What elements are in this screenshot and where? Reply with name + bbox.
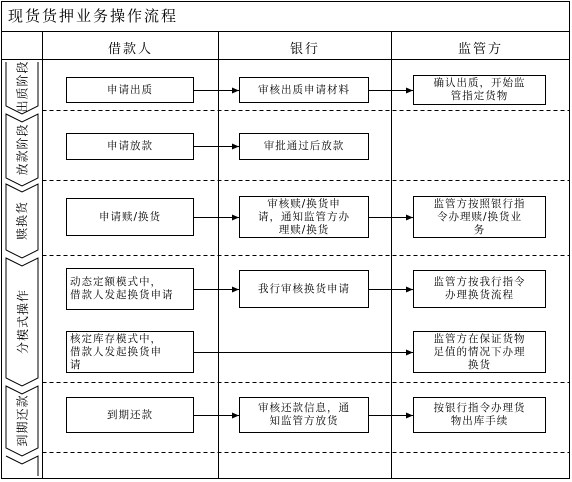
stage-shape: [6, 456, 38, 476]
box-review-redeem: 审核赎/换货申 请，通知监管方办 理赎/换货: [239, 196, 369, 238]
page-title: 现货货押业务操作流程: [8, 7, 179, 25]
column-header-borrower: 借款人: [107, 41, 153, 57]
box-apply-pledge: 申请出质: [66, 77, 194, 103]
stage-label-pledge: 出质阶段: [15, 59, 30, 113]
box-review-repay: 审核还款信息，通 知监管方放货: [239, 397, 369, 433]
box-execute-redeem: 监管方按照银行指 令办理赎/换货业 务: [413, 196, 546, 238]
box-fixed-stock-request: 核定库存模式中， 借款人发起换货申 请: [66, 331, 194, 373]
box-review-pledge: 审核出质申请材料: [239, 77, 369, 103]
box-approve-loan: 审批通过后放款: [239, 133, 369, 160]
stage-label-repay: 到期还款: [15, 393, 30, 447]
stage-label-redeem: 赎换货: [15, 200, 30, 240]
box-exchange-process: 监管方按我行指令 办理换货流程: [413, 270, 546, 308]
column-header-supervisor: 监管方: [457, 41, 503, 57]
box-confirm-pledge: 确认出质，开始监 管指定货物: [413, 75, 546, 105]
box-dynamic-mode-request: 动态定额模式中， 借款人发起换货申请: [66, 268, 194, 310]
stage-label-loan: 放款阶段: [15, 122, 30, 176]
stage-label-mode: 分模式操作: [15, 288, 30, 354]
box-repay: 到期还款: [66, 397, 194, 433]
column-header-bank: 银行: [289, 41, 320, 57]
box-release-goods: 按银行指令办理货 物出库手续: [413, 397, 546, 433]
box-value-exchange: 监管方在保证货物 足值的情况下办理 换货: [413, 331, 546, 373]
box-apply-redeem: 申请赎/换货: [66, 198, 194, 236]
box-apply-loan: 申请放款: [66, 133, 194, 160]
box-review-exchange: 我行审核换货申请: [239, 270, 369, 308]
